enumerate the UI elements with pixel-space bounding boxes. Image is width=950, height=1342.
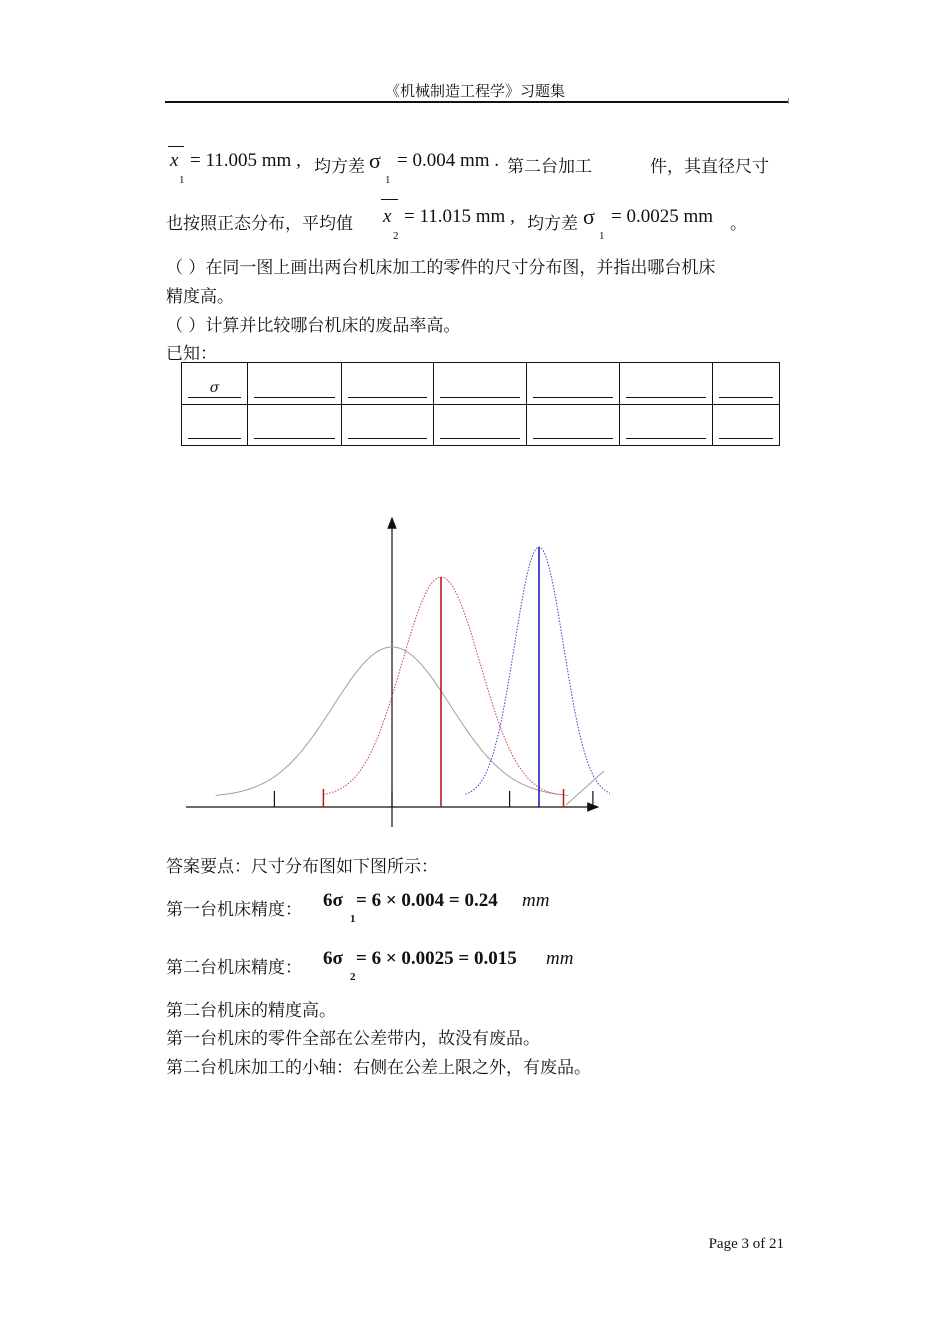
table-cell: [342, 363, 434, 405]
table-cell: [527, 363, 620, 405]
x2-subscript: 2: [393, 230, 399, 242]
table-cell: [527, 404, 620, 446]
sigma2-value: = 0.0025 mm: [611, 206, 714, 227]
conclusion-2: 第一台机床的零件全部在公差带内，故没有废品。: [166, 1029, 540, 1049]
line2-end: 。: [730, 214, 747, 234]
x2-symbol: x: [383, 206, 392, 227]
line2-prefix: 也按照正态分布，平均值: [166, 214, 353, 234]
machine-2-unit: mm: [546, 948, 574, 969]
table-cell: [342, 404, 434, 446]
machine-2-formula: = 6 × 0.0025 = 0.015: [356, 948, 517, 969]
answer-intro: 答案要点：尺寸分布图如下图所示：: [166, 857, 438, 877]
known-table: [181, 362, 780, 446]
table-cell: [713, 404, 780, 446]
sigma-header: σ: [188, 379, 241, 398]
header-rule-tick: [788, 98, 789, 104]
table-cell: [434, 404, 527, 446]
sigma1-label: 均方差: [314, 157, 365, 177]
table-cell: [620, 363, 713, 405]
table-cell: [182, 404, 248, 446]
x1-subscript: 1: [179, 174, 185, 186]
sigma2-symbol: σ: [583, 204, 595, 229]
sigma1-symbol: σ: [369, 148, 381, 173]
table-cell: [434, 363, 527, 405]
table-cell: [248, 404, 342, 446]
question-1-line2: 精度高。: [166, 287, 234, 307]
machine-1-subscript: 1: [350, 913, 356, 925]
x2-value: = 11.015 mm ,: [404, 206, 515, 227]
question-2: （ ）计算并比较哪台机床的废品率高。: [166, 316, 461, 336]
second-machine-intro: 第二台加工: [507, 157, 592, 177]
x1-overbar: [168, 146, 184, 147]
table-cell: [182, 363, 248, 405]
second-machine-tail: 件，其直径尺寸: [650, 157, 769, 177]
page-header: 《机械制造工程学》习题集: [384, 82, 565, 100]
known-table-row: [182, 404, 780, 446]
machine-2-six-sigma: 6σ: [323, 948, 343, 969]
sigma1-subscript: 1: [385, 174, 391, 186]
question-1-line1: （ ）在同一图上画出两台机床加工的零件的尺寸分布图，并指出哪台机床: [166, 258, 716, 278]
machine-2-precision-label: 第二台机床精度：: [166, 958, 302, 978]
sigma2-label: 均方差: [527, 214, 578, 234]
x2-overbar: [381, 199, 398, 200]
machine-1-unit: mm: [522, 890, 550, 911]
sigma2-subscript: 1: [599, 230, 605, 242]
machine-2-subscript: 2: [350, 971, 356, 983]
machine-1-formula: = 6 × 0.004 = 0.24: [356, 890, 498, 911]
sigma1-value: = 0.004 mm .: [397, 150, 500, 171]
known-table-row: [182, 363, 780, 405]
machine-1-six-sigma: 6σ: [323, 890, 343, 911]
x1-value: = 11.005 mm ,: [190, 150, 301, 171]
page-number: Page 3 of 21: [708, 1236, 784, 1252]
table-cell: [620, 404, 713, 446]
table-cell: [248, 363, 342, 405]
conclusion-1: 第二台机床的精度高。: [166, 1001, 336, 1021]
table-cell: [713, 363, 780, 405]
tail-stroke: [566, 771, 604, 805]
header-rule: [165, 101, 788, 103]
x1-symbol: x: [170, 150, 179, 171]
machine-1-precision-label: 第一台机床精度：: [166, 900, 302, 920]
known-label: 已知：: [166, 344, 217, 364]
conclusion-3: 第二台机床加工的小轴：右侧在公差上限之外，有废品。: [166, 1058, 591, 1078]
distribution-chart: [180, 510, 610, 840]
